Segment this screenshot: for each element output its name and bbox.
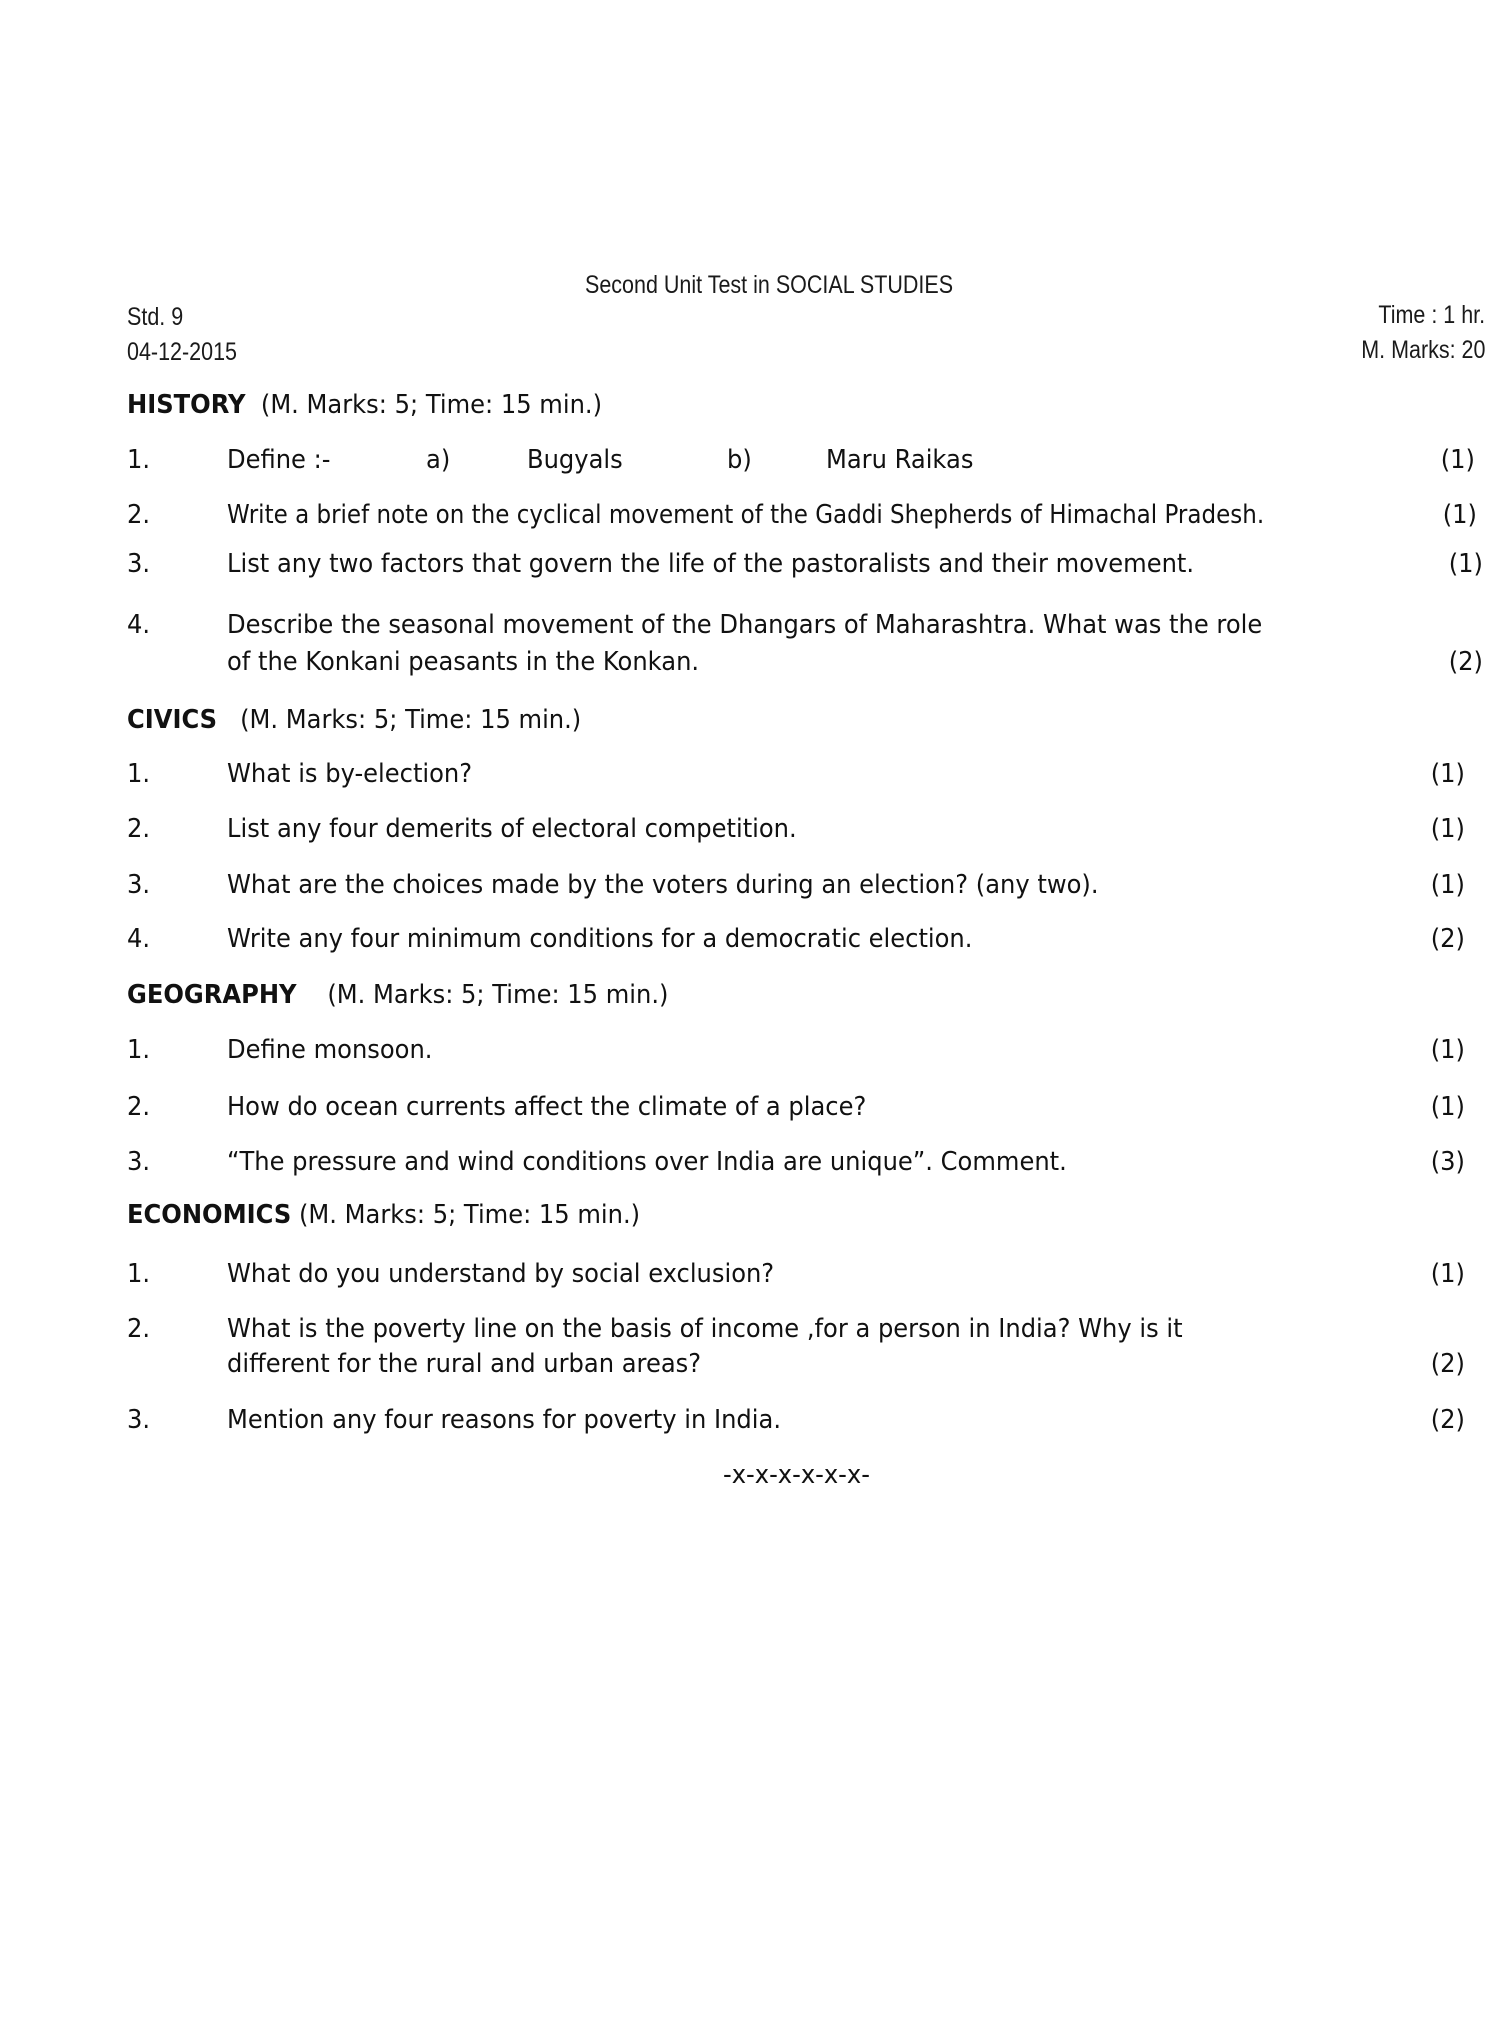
section-heading-history bbox=[127, 390, 602, 420]
section-name: CIVICS bbox=[127, 705, 218, 735]
question-text: Write a brief note on the cyclical movement of the Gaddi Shepherds of Himachal Pradesh. bbox=[227, 500, 1265, 530]
question-marks: (1) bbox=[1430, 814, 1465, 844]
max-marks-label: M. Marks: 20 bbox=[1360, 336, 1485, 364]
question-marks: (2) bbox=[1430, 924, 1465, 954]
question-number: 4. bbox=[127, 610, 151, 640]
section-meta: (M. Marks: 5; Time: 15 min.) bbox=[260, 390, 603, 420]
section-name: ECONOMICS bbox=[127, 1200, 292, 1230]
question-text: Describe the seasonal movement of the Dhangars of Maharashtra. What was the role bbox=[227, 610, 1263, 640]
part-a-label: a) bbox=[426, 445, 451, 475]
time-label: Time : 1 hr. bbox=[1378, 301, 1485, 329]
question-marks: (3) bbox=[1430, 1147, 1465, 1177]
question-text: Mention any four reasons for poverty in India. bbox=[227, 1405, 782, 1435]
question-number: 1. bbox=[127, 445, 151, 475]
question-marks: (1) bbox=[1440, 445, 1475, 475]
end-of-paper-marker: -x-x-x-x-x-x- bbox=[723, 1460, 870, 1490]
question-number: 1. bbox=[127, 1259, 151, 1289]
question-number: 2. bbox=[127, 814, 151, 844]
question-number: 4. bbox=[127, 924, 151, 954]
question-text: What are the choices made by the voters during an election? (any two). bbox=[227, 870, 1099, 900]
question-marks: (1) bbox=[1430, 1259, 1465, 1289]
define-label: Define :- bbox=[227, 445, 331, 475]
question-number: 1. bbox=[127, 759, 151, 789]
date-label: 04-12-2015 bbox=[127, 338, 237, 366]
section-heading-civics bbox=[127, 705, 581, 735]
question-number: 1. bbox=[127, 1035, 151, 1065]
question-marks: (1) bbox=[1442, 500, 1477, 530]
section-meta: (M. Marks: 5; Time: 15 min.) bbox=[240, 705, 582, 735]
question-text: How do ocean currents affect the climate of a place? bbox=[227, 1092, 867, 1122]
part-b-text: Maru Raikas bbox=[826, 445, 974, 475]
section-heading-geography bbox=[127, 980, 668, 1010]
question-number: 3. bbox=[127, 1405, 151, 1435]
part-a-text: Bugyals bbox=[527, 445, 623, 475]
question-number: 3. bbox=[127, 549, 151, 579]
question-text: Write any four minimum conditions for a democratic election. bbox=[227, 924, 973, 954]
question-text: List any two factors that govern the life of the pastoralists and their movement. bbox=[227, 549, 1195, 579]
question-text: Define monsoon. bbox=[227, 1035, 433, 1065]
question-number: 2. bbox=[127, 500, 151, 530]
question-marks: (1) bbox=[1430, 1035, 1465, 1065]
question-number: 3. bbox=[127, 1147, 151, 1177]
standard-label: Std. 9 bbox=[127, 303, 184, 331]
section-heading-economics bbox=[127, 1200, 640, 1230]
question-text: List any four demerits of electoral competition. bbox=[227, 814, 797, 844]
question-number: 2. bbox=[127, 1092, 151, 1122]
question-marks: (2) bbox=[1430, 1349, 1465, 1379]
question-text: What do you understand by social exclusion? bbox=[227, 1259, 775, 1289]
question-text: What is the poverty line on the basis of income ,for a person in India? Why is it bbox=[227, 1314, 1183, 1344]
question-marks: (1) bbox=[1430, 1092, 1465, 1122]
question-text-continued: of the Konkani peasants in the Konkan. bbox=[227, 647, 700, 677]
paper-title: Second Unit Test in SOCIAL STUDIES bbox=[585, 271, 954, 299]
section-name: HISTORY bbox=[127, 390, 246, 420]
question-marks: (1) bbox=[1448, 549, 1483, 579]
question-text-continued: different for the rural and urban areas? bbox=[227, 1349, 702, 1379]
question-number: 3. bbox=[127, 870, 151, 900]
part-b-label: b) bbox=[727, 445, 752, 475]
question-number: 2. bbox=[127, 1314, 151, 1344]
question-marks: (1) bbox=[1430, 870, 1465, 900]
question-marks: (1) bbox=[1430, 759, 1465, 789]
question-text: What is by-election? bbox=[227, 759, 473, 789]
section-meta: (M. Marks: 5; Time: 15 min.) bbox=[327, 980, 669, 1010]
section-name: GEOGRAPHY bbox=[127, 980, 297, 1010]
question-marks: (2) bbox=[1448, 647, 1483, 677]
question-text: “The pressure and wind conditions over India are unique”. Comment. bbox=[227, 1147, 1067, 1177]
section-meta: (M. Marks: 5; Time: 15 min.) bbox=[298, 1200, 641, 1230]
question-marks: (2) bbox=[1430, 1405, 1465, 1435]
